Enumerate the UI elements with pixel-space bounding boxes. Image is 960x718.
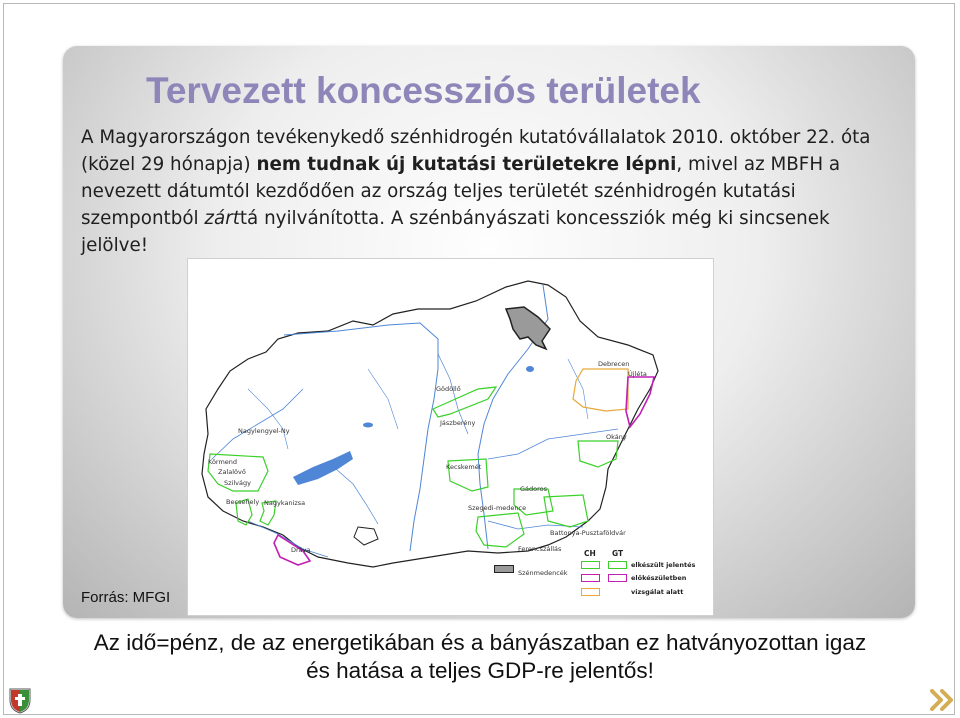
raba-river [212, 389, 303, 459]
danube-river [284, 323, 438, 551]
label-ujleta: Újléta [628, 370, 647, 378]
source-caption: Forrás: MFGI [81, 589, 171, 606]
hungary-border [202, 281, 658, 567]
intro-text-2: , mivel az MBFH a nevezett dátumtól kezdődően az ország teljes területét szénhidrogén kutatási szempontból [81, 154, 841, 229]
koros-river [488, 429, 618, 459]
label-drava: Dráva [291, 546, 311, 554]
coal-basin-area [506, 307, 550, 349]
legend-swatch-gt-done [608, 561, 627, 569]
intro-paragraph [81, 124, 871, 259]
intro-bold: nem tudnak új kutatási területekre lépni [256, 154, 677, 175]
label-gaderos: Gádoros [520, 485, 548, 493]
lake-balaton [293, 451, 353, 485]
legend-swatch-ch-exam [581, 588, 600, 596]
bottom-statement [40, 629, 920, 685]
area-ujleta [626, 377, 654, 427]
bottom-line-1: Az idő=pénz, de az energetikában és a bányászatban ez hatványozottan igaz [93, 630, 867, 655]
label-szilvagy: Szilvágy [224, 479, 251, 487]
maros-river [488, 521, 583, 529]
area-okany [578, 441, 618, 467]
legend-swatch-ch-done [581, 561, 600, 569]
legend-done: elkészült jelentés [631, 561, 696, 569]
sio-river [336, 469, 378, 524]
label-nagykanizsa: Nagykanizsa [264, 499, 306, 507]
coat-of-arms-icon [7, 686, 33, 714]
label-okany: Okány [606, 433, 627, 441]
concession-map [187, 258, 714, 616]
next-slide-icon[interactable] [930, 689, 956, 711]
area-debrecen [573, 369, 628, 411]
lake-velence [363, 423, 373, 428]
label-szegedi: Szegedi-medence [468, 504, 527, 512]
label-kecskemet: Kecskemét [446, 463, 482, 471]
label-nagylengyel: Nagylengyel-Ny [238, 427, 290, 435]
legend-exam: vizsgálat alatt [631, 588, 684, 596]
label-kormend: Körmend [208, 458, 238, 466]
label-zalalovo: Zalalövő [218, 468, 246, 476]
label-battonya: Battonya-Pusztaföldvár [550, 529, 626, 537]
legend-swatch-gt-prep [608, 574, 627, 582]
minor-river-1 [248, 389, 288, 449]
label-debrecen: Debrecen [598, 360, 630, 368]
bottom-line-2: és hatása a teljes GDP-re jelentős! [306, 658, 654, 683]
legend-swatch-ch-prep [581, 574, 600, 582]
label-jaszbereny: Jászberény [440, 419, 476, 427]
legend-szenmedencek: Szénmedencék [518, 569, 568, 577]
area-mecsek [354, 527, 378, 545]
legend-swatch-coal [494, 565, 514, 573]
minor-river-3 [568, 359, 588, 419]
area-szegedi [476, 513, 524, 547]
intro-text-3: tá nyilvánította. A szénbányászati koncessziók még ki sincsenek jelölve! [81, 208, 830, 256]
label-godollo: Gödöllő [436, 385, 461, 393]
minor-river-2 [368, 369, 398, 429]
label-becsehely: Becsehely [226, 498, 260, 506]
intro-text-1: A Magyarországon tevékenykedő szénhidrogén kutatóvállalatok 2010. október 22. óta (közel 29 hónapja) [81, 127, 871, 175]
slide-title: Tervezett koncessziós területek [146, 70, 701, 111]
intro-italic: zárt [204, 208, 240, 229]
legend-prep: előkészületben [631, 574, 687, 582]
legend-gt: GT [612, 549, 624, 558]
label-ferencszallas: Ferencszállás [518, 545, 562, 553]
legend-ch: CH [584, 549, 596, 558]
lake-tisza [526, 366, 534, 372]
